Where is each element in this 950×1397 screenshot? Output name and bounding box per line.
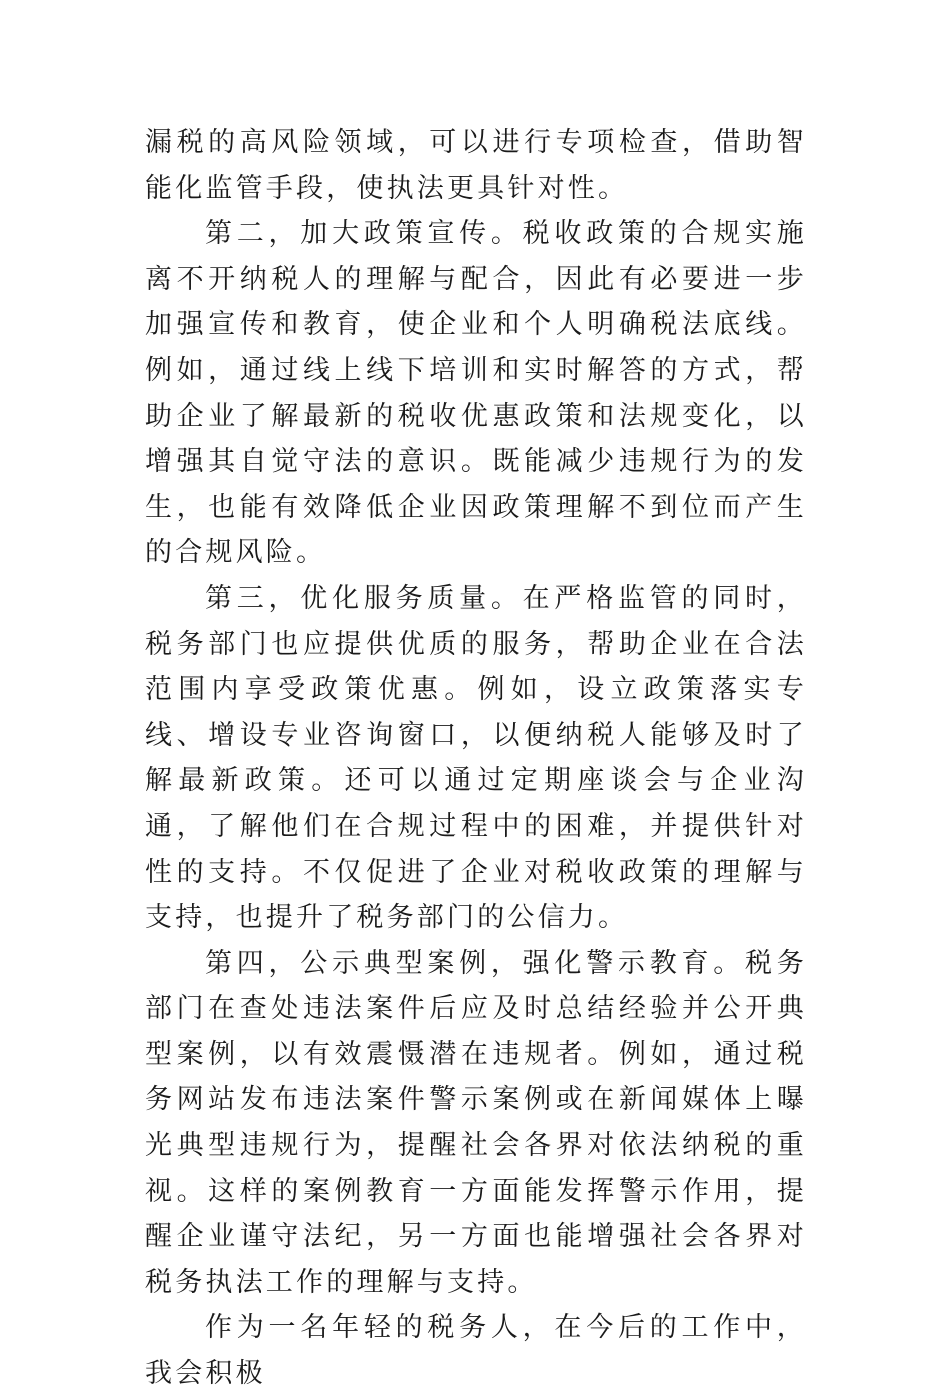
paragraph-continuation: 漏税的高风险领域，可以进行专项检查，借助智能化监管手段，使执法更具针对性。 [145,127,807,204]
document-body [145,120,807,1397]
paragraph-service-quality: 第三，优化服务质量。在严格监管的同时，税务部门也应提供优质的服务，帮助企业在合法范围内享受政策优惠。例如，设立政策落实专线、增设专业咨询窗口，以便纳税人能够及时了解最新政策。还可以通过定期座谈会与企业沟通，了解他们在合规过程中的困难，并提供针对性的支持。不仅促进了企业对税收政策的理解与支持，也提升了税务部门的公信力。 [145,582,807,934]
paragraph-young-tax-officer: 作为一名年轻的税务人，在今后的工作中，我会积极 [145,1312,807,1390]
paragraph-policy-publicity: 第二，加大政策宣传。税收政策的合规实施离不开纳税人的理解与配合，因此有必要进一步加强宣传和教育，使企业和个人明确税法底线。例如，通过线上线下培训和实时解答的方式，帮助企业了解最新的税收优惠政策和法规变化，以增强其自觉守法的意识。既能减少违规行为的发生，也能有效降低企业因政策理解不到位而产生的合规风险。 [145,218,807,569]
paragraph-typical-cases: 第四，公示典型案例，强化警示教育。税务部门在查处违法案件后应及时总结经验并公开典型案例，以有效震慑潜在违规者。例如，通过税务网站发布违法案件警示案例或在新闻媒体上曝光典型违规行为，提醒社会各界对依法纳税的重视。这样的案例教育一方面能发挥警示作用，提醒企业谨守法纪，另一方面也能增强社会各界对税务执法工作的理解与支持。 [145,947,807,1298]
